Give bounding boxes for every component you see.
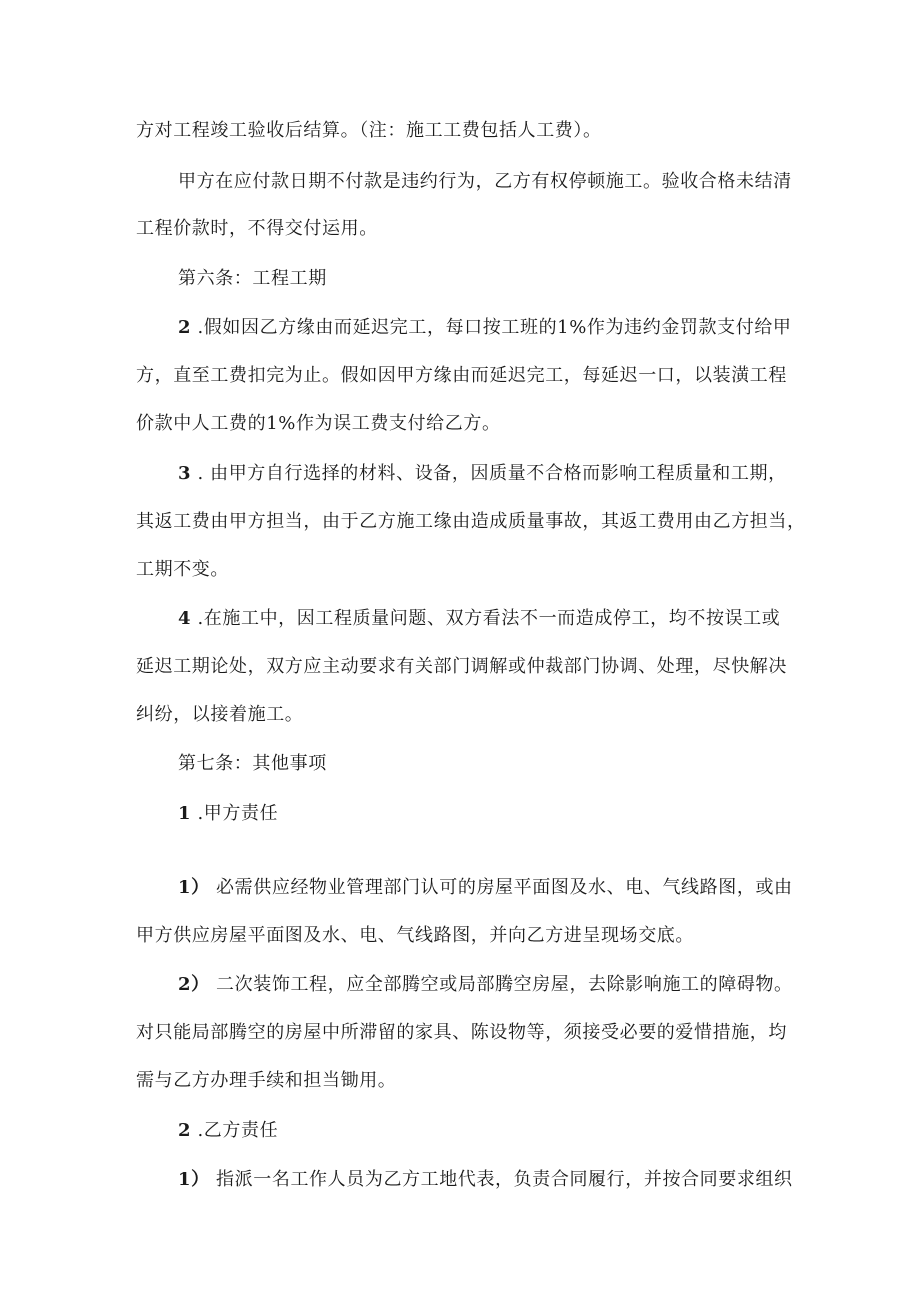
- text-line: 需与乙方办理手续和担当锄用。: [136, 1070, 397, 1091]
- numbered-item: [178, 315, 838, 341]
- item-text: .假如因乙方缘由而延迟完工，每口按工班的1%作为违约金罚款支付给甲: [191, 317, 792, 338]
- item-text: .甲方责任: [191, 803, 279, 824]
- item-text: 指派一名工作人员为乙方工地代表，负责合同履行，并按合同要求组织: [209, 1169, 793, 1190]
- text-line: 甲方供应房屋平面图及水、电、气线路图，并向乙方进呈现场交底。: [136, 925, 694, 946]
- text-line: 其返工费由甲方担当，由于乙方施工缘由造成质量事故，其返工费用由乙方担当，: [136, 511, 806, 532]
- item-number: 4: [178, 608, 192, 629]
- item-text: 二次装饰工程，应全部腾空或局部腾空房屋，去除影响施工的障碍物。: [209, 974, 793, 995]
- numbered-item: [178, 606, 838, 632]
- item-text: .乙方责任: [191, 1120, 279, 1141]
- item-number: 2）: [178, 974, 210, 995]
- item-text: . 由甲方自行选择的材料、设备，因质量不合格而影响工程质量和工期，: [191, 463, 787, 484]
- numbered-item: [178, 461, 838, 487]
- text-line: 方对工程竣工验收后结算。（注：施工工费包括人工费）。: [136, 120, 602, 141]
- item-text: .在施工中，因工程质量问题、双方看法不一而造成停工，均不按误工或: [191, 608, 781, 629]
- text-line: 方，直至工费扣完为止。假如因甲方缘由而延迟完工，每延迟一口，以装潢工程: [136, 365, 787, 386]
- item-number: 3: [178, 463, 192, 484]
- text-line: 对只能局部腾空的房屋中所滞留的家具、陈设物等，须接受必要的爱惜措施，均: [136, 1022, 787, 1043]
- numbered-item: [178, 972, 838, 998]
- text-line: 价款中人工费的1%作为误工费支付给乙方。: [136, 413, 501, 434]
- item-number: 1）: [178, 877, 210, 898]
- section-heading: 第六条：工程工期: [178, 268, 327, 289]
- numbered-item: [178, 1167, 838, 1193]
- section-heading: 第七条：其他事项: [178, 753, 327, 774]
- numbered-item: [178, 875, 838, 901]
- item-number: 1: [178, 803, 192, 824]
- item-text: 必需供应经物业管理部门认可的房屋平面图及水、电、气线路图，或由: [209, 877, 793, 898]
- text-line: 工程价款时，不得交付运用。: [136, 218, 378, 239]
- item-number: 2: [178, 317, 192, 338]
- numbered-item: [178, 1118, 838, 1144]
- text-line: 工期不变。: [136, 559, 229, 580]
- item-number: 2: [178, 1120, 192, 1141]
- item-number: 1）: [178, 1169, 210, 1190]
- text-line: 纠纷，以接着施工。: [136, 704, 304, 725]
- text-line: 延迟工期论处，双方应主动要求有关部门调解或仲裁部门协调、处理，尽快解决: [136, 656, 787, 677]
- numbered-item: [178, 801, 838, 827]
- text-line: 甲方在应付款日期不付款是违约行为，乙方有权停顿施工。验收合格未结清: [178, 171, 792, 192]
